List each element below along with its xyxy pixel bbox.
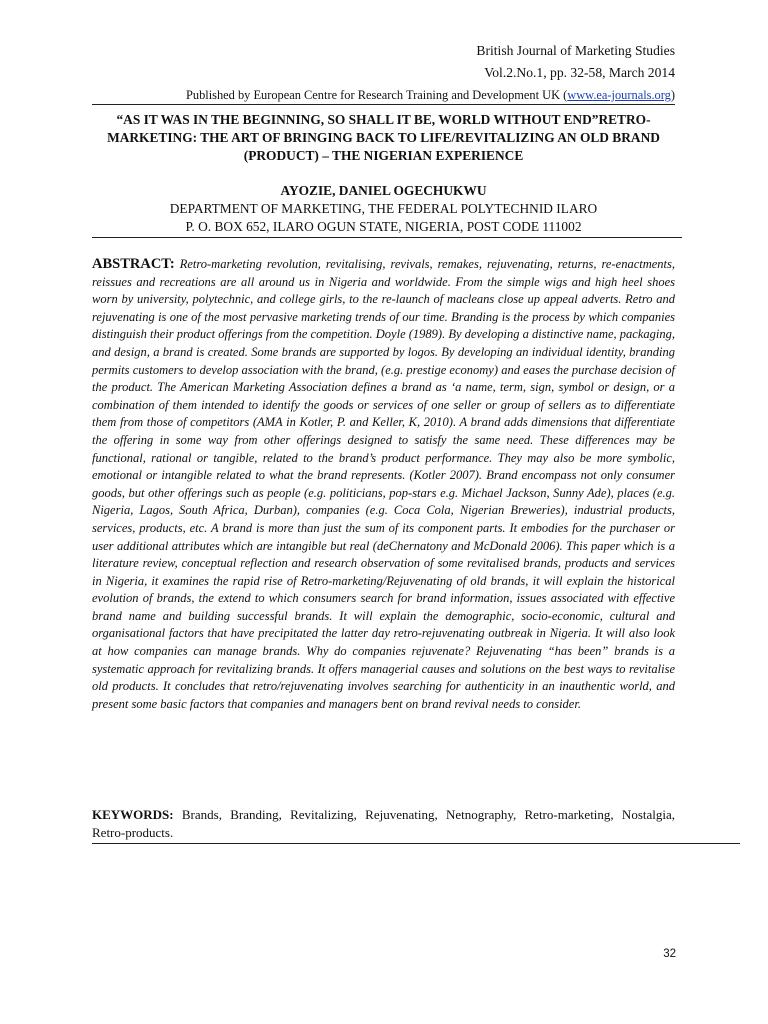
abstract [92, 256, 675, 713]
author-block [92, 182, 675, 236]
author-department: DEPARTMENT OF MARKETING, THE FEDERAL POLYTECHNID ILARO [169, 201, 598, 216]
publisher-suffix: ) [670, 88, 675, 102]
author-address: P. O. BOX 652, ILARO OGUN STATE, NIGERIA, POST CODE 111002 [185, 219, 582, 234]
keywords-label: KEYWORDS: [92, 807, 174, 822]
journal-website-link[interactable]: www.ea-journals.org [567, 88, 671, 102]
divider-line [92, 237, 682, 238]
keywords-text: Brands, Branding, Revitalizing, Rejuvenating, Netnography, Retro-marketing, Nostalgia, Retro-products. [92, 807, 675, 840]
keywords [92, 806, 675, 842]
author-name: AYOZIE, DANIEL OGECHUKWU [280, 183, 487, 198]
divider-line [92, 843, 740, 844]
journal-volume: Vol.2.No.1, pp. 32-58, March 2014 [484, 65, 675, 80]
paper-title: “AS IT WAS IN THE BEGINNING, SO SHALL IT BE, WORLD WITHOUT END”RETRO-MARKETING: THE ART OF BRINGING BACK TO LIFE/REVITALIZING AN OLD BRAND (PRODUCT) – THE NIGERIAN EXPERIENCE [107, 112, 660, 163]
page-number: 32 [663, 948, 676, 960]
abstract-label: ABSTRACT: [92, 256, 175, 272]
abstract-text: Retro-marketing revolution, revitalising, revivals, remakes, rejuvenating, returns, re-enactments, reissues and recreations are all around us in Nigeria and worldwide. From the simple wigs and high heel shoes worn by university, polytechnic, and college girls, to the re-launch of macleans close up appeal adverts. Retro and rejuvenating is one of the most pervasive marketing trends of our time. Branding is the process by which companies distinguish their product offerings from the competition. Doyle (1989). By developing a distinctive name, packaging, and design, a brand is created. Some brands are supported by logos. By developing an individual identity, branding permits customers to develop association with the brand, (e.g. prestige economy) and eases the purchase decision of the product. The American Marketing Association defines a brand as ‘a name, term, sign, symbol or design, or a combination of them intended to identify the goods or services of one seller or group of sellers as to differentiate them from those of competitors (AMA in Kotler, P. and Keller, K, 2010). A brand adds dimensions that differentiate the offering in some way from other offerings designed to satisfy the same need. These differences may be functional, rational or tangible, related to the brand’s product performance. They may also be more symbolic, emotional or intangible related to what the brand represents. (Kotler 2007). Brand encompass not only consumer goods, but other offerings such as people (e.g. politicians, pop-stars e.g. Michael Jackson, Sunny Ade), places (e.g. Nigeria, Lagos, South Africa, Durban), companies (e.g. Coca Cola, Nigerian Breweries), industrial products, services, products, etc. A brand is more than just the sum of its component parts. It embodies for the purchaser or user additional attributes which are intangible but real (deChernatony and McDonald 2006). This paper which is a literature review, conceptual reflection and research observation of some revitalised brands, products and services in Nigeria, it examines the rapid rise of Retro-marketing/Rejuvenating of old brands, it will explain the historical evolution of brands, the extend to which consumers search for brand information, issues associated with effective brand name and building successful brands. It will explain the demographic, socio-economic, cultural and organisational factors that have precipitated the latter day retro-rejuvenating outbreak in Nigeria. It will also look at how companies can manage brands. Why do companies rejuvenate? Rejuvenating “has been” brands is a systematic approach for revitalizing brands. It offers managerial causes and solutions on the best ways to revitalise old products. It concludes that retro/rejuvenating involves searching for authenticity in an inauthentic world, and present some basic factors that companies and managers bent on brand revival needs to consider. [92, 257, 675, 711]
journal-header [92, 40, 675, 84]
publisher-line [92, 87, 675, 105]
journal-name: British Journal of Marketing Studies [476, 43, 675, 58]
publisher-prefix: Published by European Centre for Research Training and Development UK ( [186, 88, 568, 102]
